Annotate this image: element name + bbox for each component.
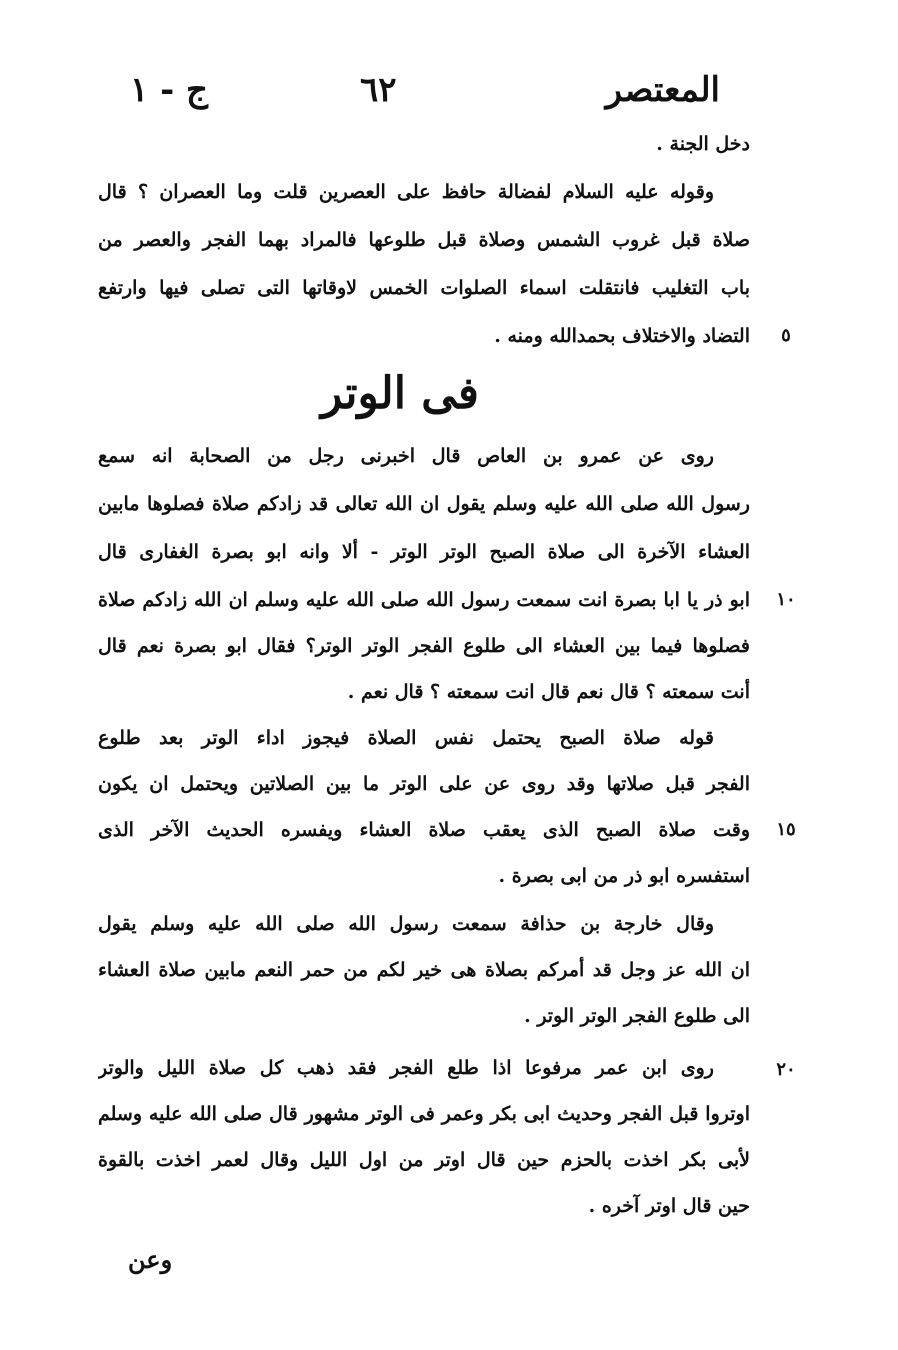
page-header: [100, 70, 720, 120]
margin-line-number: ١٥: [776, 819, 796, 840]
text-line: ان الله عز وجل قد أمركم بصلاة هى خير لكم من حمر النعم مابين صلاة العشاء: [98, 959, 750, 981]
margin-line-number: ٢٠: [776, 1059, 796, 1080]
text-line: وقال خارجة بن حذافة سمعت رسول الله صلى الله عليه وسلم يقول: [98, 913, 714, 935]
text-line: العشاء الآخرة الى صلاة الصبح الوتر الوتر - ألا وانه ابو بصرة الغفارى قال: [98, 541, 750, 563]
text-line: روى ابن عمر مرفوعا اذا طلع الفجر فقد ذهب كل صلاة الليل والوتر: [98, 1057, 714, 1079]
text-line: الى طلوع الفجر الوتر الوتر .: [524, 1005, 750, 1027]
page-number: ٦٢: [360, 70, 397, 110]
text-line: استفسره ابو ذر من ابى بصرة .: [498, 865, 750, 887]
text-line: قوله صلاة الصبح يحتمل نفس الصلاة فيجوز اداء الوتر بعد طلوع: [98, 727, 714, 749]
text-line: صلاة قبل غروب الشمس وصلاة قبل طلوعها فالمراد بهما الفجر والعصر من: [98, 229, 750, 251]
text-line: الفجر قبل صلاتها وقد روى عن على الوتر ما بين الصلاتين ويحتمل ان يكون: [98, 773, 750, 795]
text-line: ابو ذر يا ابا بصرة انت سمعت رسول الله صلى الله عليه وسلم ان الله زادكم صلاة: [98, 589, 750, 611]
text-line: وقوله عليه السلام لفضالة حافظ على العصرين قلت وما العصران ؟ قال: [98, 181, 714, 203]
text-line: لأبى بكر اخذت بالحزم حين قال اوتر من اول الليل وقال لعمر اخذت بالقوة: [98, 1149, 750, 1171]
text-line: روى عن عمرو بن العاص قال اخبرنى رجل من الصحابة انه سمع: [98, 445, 714, 467]
text-line: اوتروا قبل الفجر وحديث ابى بكر وعمر فى الوتر مشهور قال صلى الله عليه وسلم: [98, 1103, 750, 1125]
catchword: وعن: [128, 1245, 173, 1274]
text-line: فصلوها فيما بين العشاء الى طلوع الفجر الوتر الوتر؟ فقال ابو بصرة نعم قال: [98, 635, 750, 657]
text-line: دخل الجنة .: [656, 133, 750, 155]
book-title: المعتصر: [605, 70, 720, 110]
margin-line-number: ١٠: [776, 589, 796, 610]
text-line: التضاد والاختلاف بحمدالله ومنه .: [494, 325, 750, 347]
text-line: أنت سمعته ؟ قال نعم قال انت سمعته ؟ قال نعم .: [347, 681, 750, 703]
margin-line-number: ٥: [781, 325, 791, 346]
text-line: باب التغليب فانتقلت اسماء الصلوات الخمس لاوقاتها التى تصلى فيها وارتفع: [98, 277, 750, 299]
text-line: رسول الله صلى الله عليه وسلم يقول ان الله تعالى قد زادكم صلاة فصلوها مابين: [98, 493, 750, 515]
section-title: فى الوتر: [321, 368, 479, 419]
text-line: حين قال اوتر آخره .: [588, 1195, 750, 1217]
text-line: وقت صلاة الصبح الذى يعقب صلاة العشاء ويفسره الحديث الآخر الذى: [98, 819, 750, 841]
volume-number: ج - ١: [130, 70, 208, 110]
